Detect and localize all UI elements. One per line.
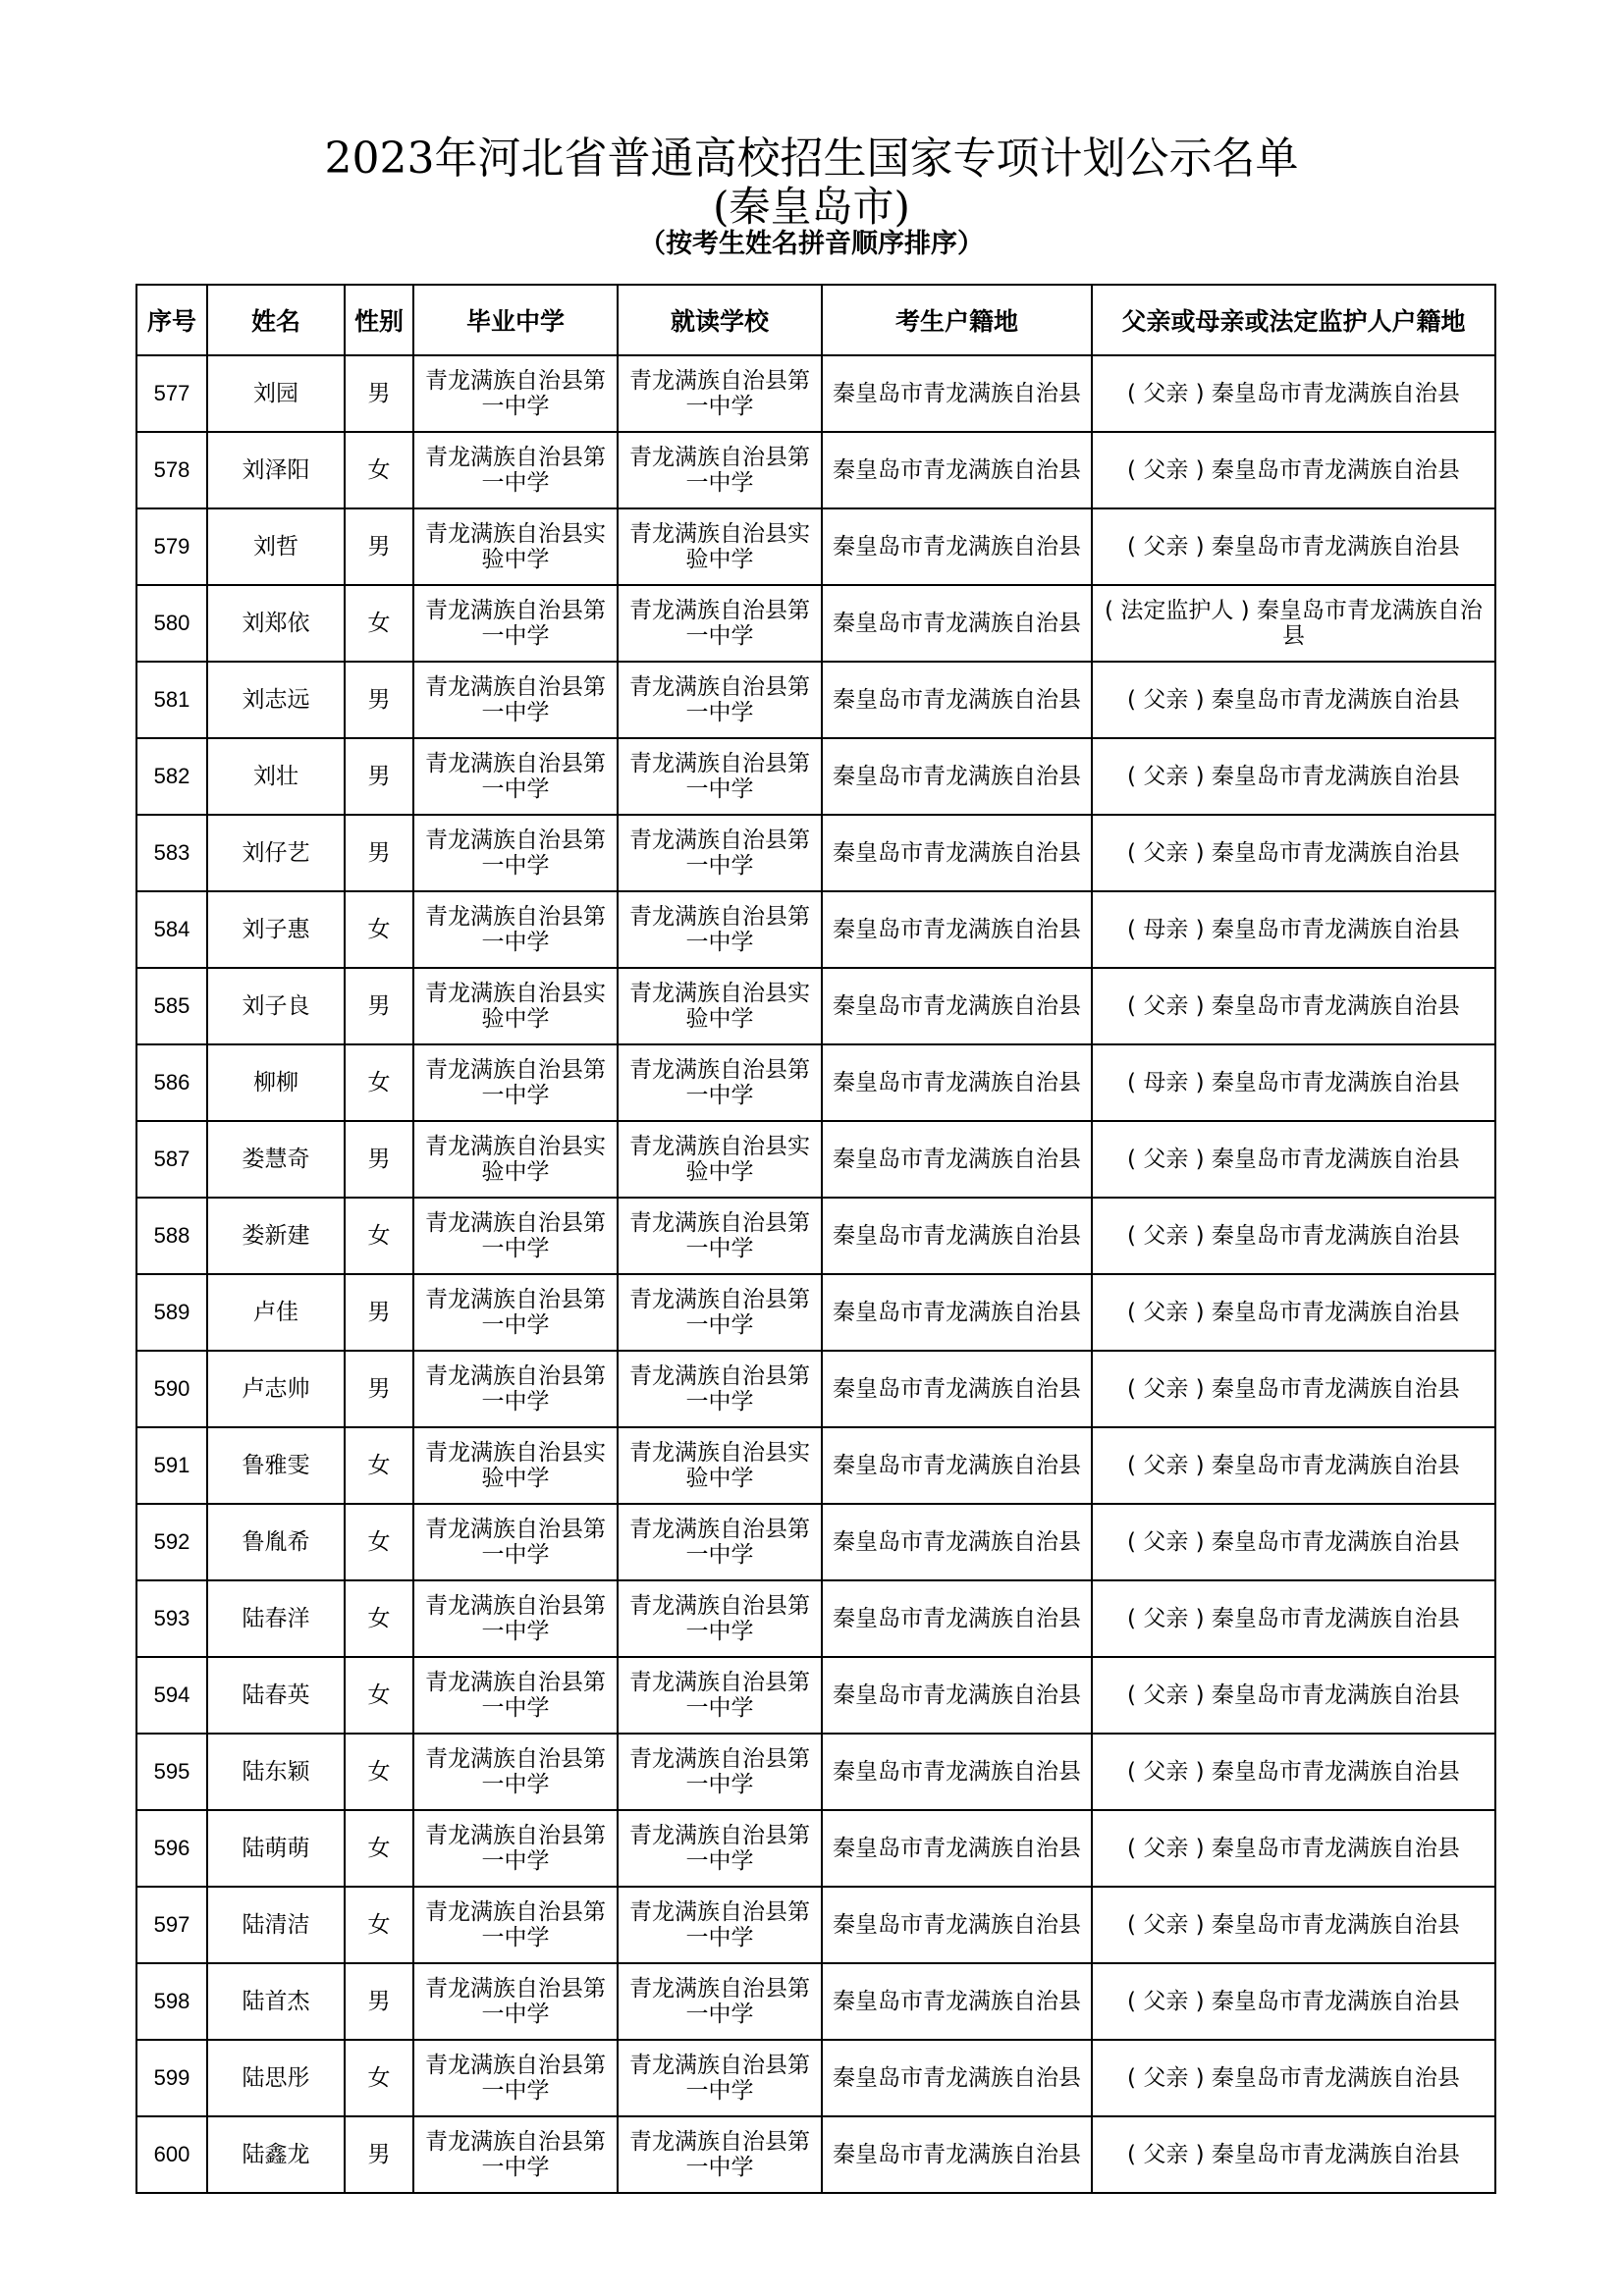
cell-hukou: 秦皇岛市青龙满族自治县	[822, 355, 1092, 432]
cell-no: 577	[136, 355, 207, 432]
cell-current-school: 青龙满族自治县第一中学	[618, 1274, 822, 1351]
cell-grad-school: 青龙满族自治县第一中学	[413, 1887, 618, 1963]
cell-hukou: 秦皇岛市青龙满族自治县	[822, 1810, 1092, 1887]
cell-gender: 女	[345, 432, 413, 508]
cell-guardian-hukou: ( 父亲 ) 秦皇岛市青龙满族自治县	[1092, 2040, 1495, 2116]
cell-no: 600	[136, 2116, 207, 2193]
table-row	[136, 662, 1495, 738]
cell-grad-school: 青龙满族自治县第一中学	[413, 1963, 618, 2040]
cell-current-school: 青龙满族自治县第一中学	[618, 585, 822, 662]
cell-current-school: 青龙满族自治县第一中学	[618, 1887, 822, 1963]
header-name: 姓名	[207, 285, 345, 355]
table-row	[136, 1351, 1495, 1427]
cell-hukou: 秦皇岛市青龙满族自治县	[822, 1274, 1092, 1351]
cell-hukou: 秦皇岛市青龙满族自治县	[822, 508, 1092, 585]
cell-current-school: 青龙满族自治县实验中学	[618, 508, 822, 585]
student-list-table	[135, 284, 1496, 2194]
cell-grad-school: 青龙满族自治县第一中学	[413, 1810, 618, 1887]
cell-current-school: 青龙满族自治县实验中学	[618, 968, 822, 1044]
cell-guardian-hukou: ( 父亲 ) 秦皇岛市青龙满族自治县	[1092, 1963, 1495, 2040]
cell-grad-school: 青龙满族自治县实验中学	[413, 508, 618, 585]
cell-gender: 男	[345, 1274, 413, 1351]
cell-guardian-hukou: ( 父亲 ) 秦皇岛市青龙满族自治县	[1092, 1427, 1495, 1504]
cell-name: 鲁雅雯	[207, 1427, 345, 1504]
header-current-school: 就读学校	[618, 285, 822, 355]
cell-grad-school: 青龙满族自治县第一中学	[413, 1504, 618, 1580]
cell-gender: 女	[345, 1044, 413, 1121]
cell-grad-school: 青龙满族自治县第一中学	[413, 1198, 618, 1274]
cell-hukou: 秦皇岛市青龙满族自治县	[822, 432, 1092, 508]
table-header-row	[136, 285, 1495, 355]
cell-gender: 女	[345, 2040, 413, 2116]
cell-current-school: 青龙满族自治县实验中学	[618, 1427, 822, 1504]
cell-gender: 男	[345, 1351, 413, 1427]
cell-grad-school: 青龙满族自治县第一中学	[413, 1044, 618, 1121]
cell-grad-school: 青龙满族自治县第一中学	[413, 1274, 618, 1351]
cell-current-school: 青龙满族自治县第一中学	[618, 1657, 822, 1734]
cell-hukou: 秦皇岛市青龙满族自治县	[822, 1963, 1092, 2040]
cell-hukou: 秦皇岛市青龙满族自治县	[822, 1504, 1092, 1580]
cell-no: 595	[136, 1734, 207, 1810]
cell-gender: 女	[345, 1810, 413, 1887]
cell-hukou: 秦皇岛市青龙满族自治县	[822, 1121, 1092, 1198]
cell-guardian-hukou: ( 父亲 ) 秦皇岛市青龙满族自治县	[1092, 432, 1495, 508]
cell-guardian-hukou: ( 父亲 ) 秦皇岛市青龙满族自治县	[1092, 815, 1495, 891]
cell-guardian-hukou: ( 父亲 ) 秦皇岛市青龙满族自治县	[1092, 1810, 1495, 1887]
cell-name: 刘子惠	[207, 891, 345, 968]
cell-guardian-hukou: ( 父亲 ) 秦皇岛市青龙满族自治县	[1092, 1351, 1495, 1427]
cell-name: 陆首杰	[207, 1963, 345, 2040]
cell-current-school: 青龙满族自治县第一中学	[618, 1504, 822, 1580]
cell-current-school: 青龙满族自治县实验中学	[618, 1121, 822, 1198]
table-row	[136, 1810, 1495, 1887]
cell-grad-school: 青龙满族自治县第一中学	[413, 2040, 618, 2116]
cell-guardian-hukou: ( 母亲 ) 秦皇岛市青龙满族自治县	[1092, 1044, 1495, 1121]
cell-no: 599	[136, 2040, 207, 2116]
cell-no: 586	[136, 1044, 207, 1121]
cell-no: 582	[136, 738, 207, 815]
cell-no: 598	[136, 1963, 207, 2040]
cell-guardian-hukou: ( 父亲 ) 秦皇岛市青龙满族自治县	[1092, 968, 1495, 1044]
cell-gender: 男	[345, 815, 413, 891]
cell-name: 刘子良	[207, 968, 345, 1044]
cell-name: 刘志远	[207, 662, 345, 738]
cell-no: 581	[136, 662, 207, 738]
cell-guardian-hukou: ( 父亲 ) 秦皇岛市青龙满族自治县	[1092, 1580, 1495, 1657]
cell-name: 陆春英	[207, 1657, 345, 1734]
cell-no: 596	[136, 1810, 207, 1887]
cell-name: 刘园	[207, 355, 345, 432]
cell-no: 592	[136, 1504, 207, 1580]
cell-no: 587	[136, 1121, 207, 1198]
sort-note: （按考生姓名拼音顺序排序）	[639, 229, 984, 259]
cell-name: 刘郑依	[207, 585, 345, 662]
table-row	[136, 1198, 1495, 1274]
cell-grad-school: 青龙满族自治县第一中学	[413, 738, 618, 815]
cell-name: 卢志帅	[207, 1351, 345, 1427]
cell-guardian-hukou: ( 父亲 ) 秦皇岛市青龙满族自治县	[1092, 1657, 1495, 1734]
cell-hukou: 秦皇岛市青龙满族自治县	[822, 1887, 1092, 1963]
cell-hukou: 秦皇岛市青龙满族自治县	[822, 1351, 1092, 1427]
cell-hukou: 秦皇岛市青龙满族自治县	[822, 1734, 1092, 1810]
cell-gender: 男	[345, 1963, 413, 2040]
header-grad-school: 毕业中学	[413, 285, 618, 355]
cell-current-school: 青龙满族自治县第一中学	[618, 1580, 822, 1657]
cell-gender: 女	[345, 1504, 413, 1580]
header-gender: 性别	[345, 285, 413, 355]
cell-hukou: 秦皇岛市青龙满族自治县	[822, 2116, 1092, 2193]
cell-current-school: 青龙满族自治县第一中学	[618, 815, 822, 891]
table-row	[136, 1044, 1495, 1121]
cell-no: 590	[136, 1351, 207, 1427]
cell-hukou: 秦皇岛市青龙满族自治县	[822, 662, 1092, 738]
cell-guardian-hukou: ( 父亲 ) 秦皇岛市青龙满族自治县	[1092, 1274, 1495, 1351]
header-hukou: 考生户籍地	[822, 285, 1092, 355]
cell-current-school: 青龙满族自治县第一中学	[618, 2116, 822, 2193]
cell-guardian-hukou: ( 法定监护人 ) 秦皇岛市青龙满族自治县	[1092, 585, 1495, 662]
cell-current-school: 青龙满族自治县第一中学	[618, 891, 822, 968]
table-row	[136, 815, 1495, 891]
table-row	[136, 1504, 1495, 1580]
cell-gender: 男	[345, 968, 413, 1044]
cell-current-school: 青龙满族自治县第一中学	[618, 2040, 822, 2116]
cell-no: 585	[136, 968, 207, 1044]
cell-grad-school: 青龙满族自治县第一中学	[413, 1734, 618, 1810]
cell-grad-school: 青龙满族自治县第一中学	[413, 1351, 618, 1427]
table-row	[136, 432, 1495, 508]
cell-guardian-hukou: ( 父亲 ) 秦皇岛市青龙满族自治县	[1092, 1121, 1495, 1198]
cell-grad-school: 青龙满族自治县第一中学	[413, 662, 618, 738]
cell-gender: 女	[345, 1657, 413, 1734]
cell-name: 刘仔艺	[207, 815, 345, 891]
cell-hukou: 秦皇岛市青龙满族自治县	[822, 1044, 1092, 1121]
table-row	[136, 738, 1495, 815]
cell-guardian-hukou: ( 父亲 ) 秦皇岛市青龙满族自治县	[1092, 2116, 1495, 2193]
cell-no: 580	[136, 585, 207, 662]
cell-name: 卢佳	[207, 1274, 345, 1351]
cell-name: 娄新建	[207, 1198, 345, 1274]
cell-grad-school: 青龙满族自治县第一中学	[413, 2116, 618, 2193]
cell-grad-school: 青龙满族自治县实验中学	[413, 968, 618, 1044]
cell-current-school: 青龙满族自治县第一中学	[618, 662, 822, 738]
cell-hukou: 秦皇岛市青龙满族自治县	[822, 968, 1092, 1044]
cell-gender: 女	[345, 1734, 413, 1810]
cell-current-school: 青龙满族自治县第一中学	[618, 1198, 822, 1274]
cell-current-school: 青龙满族自治县第一中学	[618, 432, 822, 508]
cell-no: 583	[136, 815, 207, 891]
cell-name: 陆思彤	[207, 2040, 345, 2116]
table-row	[136, 968, 1495, 1044]
table-row	[136, 508, 1495, 585]
cell-gender: 男	[345, 662, 413, 738]
cell-name: 柳柳	[207, 1044, 345, 1121]
cell-name: 鲁胤希	[207, 1504, 345, 1580]
cell-name: 陆春洋	[207, 1580, 345, 1657]
cell-gender: 男	[345, 508, 413, 585]
cell-gender: 男	[345, 1121, 413, 1198]
cell-name: 娄慧奇	[207, 1121, 345, 1198]
document-subtitle: (秦皇岛市)	[713, 183, 910, 231]
cell-current-school: 青龙满族自治县第一中学	[618, 1963, 822, 2040]
cell-hukou: 秦皇岛市青龙满族自治县	[822, 1198, 1092, 1274]
cell-hukou: 秦皇岛市青龙满族自治县	[822, 1580, 1092, 1657]
cell-guardian-hukou: ( 父亲 ) 秦皇岛市青龙满族自治县	[1092, 738, 1495, 815]
cell-no: 588	[136, 1198, 207, 1274]
cell-name: 陆鑫龙	[207, 2116, 345, 2193]
table-body	[136, 355, 1495, 2193]
cell-gender: 女	[345, 1427, 413, 1504]
cell-hukou: 秦皇岛市青龙满族自治县	[822, 738, 1092, 815]
cell-name: 陆萌萌	[207, 1810, 345, 1887]
table-row	[136, 1274, 1495, 1351]
table-row	[136, 1734, 1495, 1810]
cell-gender: 男	[345, 738, 413, 815]
table-row	[136, 585, 1495, 662]
cell-current-school: 青龙满族自治县第一中学	[618, 738, 822, 815]
cell-hukou: 秦皇岛市青龙满族自治县	[822, 815, 1092, 891]
table-row	[136, 1427, 1495, 1504]
cell-grad-school: 青龙满族自治县第一中学	[413, 585, 618, 662]
cell-gender: 女	[345, 891, 413, 968]
cell-no: 594	[136, 1657, 207, 1734]
cell-no: 584	[136, 891, 207, 968]
table-row	[136, 2040, 1495, 2116]
cell-name: 刘泽阳	[207, 432, 345, 508]
cell-name: 陆东颖	[207, 1734, 345, 1810]
cell-gender: 女	[345, 585, 413, 662]
cell-gender: 女	[345, 1887, 413, 1963]
cell-hukou: 秦皇岛市青龙满族自治县	[822, 1657, 1092, 1734]
cell-hukou: 秦皇岛市青龙满族自治县	[822, 2040, 1092, 2116]
cell-hukou: 秦皇岛市青龙满族自治县	[822, 585, 1092, 662]
cell-current-school: 青龙满族自治县第一中学	[618, 1351, 822, 1427]
table-row	[136, 1121, 1495, 1198]
cell-current-school: 青龙满族自治县第一中学	[618, 355, 822, 432]
cell-guardian-hukou: ( 父亲 ) 秦皇岛市青龙满族自治县	[1092, 1887, 1495, 1963]
cell-no: 579	[136, 508, 207, 585]
cell-name: 刘哲	[207, 508, 345, 585]
cell-current-school: 青龙满族自治县第一中学	[618, 1734, 822, 1810]
cell-no: 593	[136, 1580, 207, 1657]
cell-name: 刘壮	[207, 738, 345, 815]
cell-name: 陆清洁	[207, 1887, 345, 1963]
cell-guardian-hukou: ( 父亲 ) 秦皇岛市青龙满族自治县	[1092, 1198, 1495, 1274]
cell-guardian-hukou: ( 父亲 ) 秦皇岛市青龙满族自治县	[1092, 1734, 1495, 1810]
cell-grad-school: 青龙满族自治县实验中学	[413, 1427, 618, 1504]
cell-no: 578	[136, 432, 207, 508]
cell-guardian-hukou: ( 父亲 ) 秦皇岛市青龙满族自治县	[1092, 508, 1495, 585]
table-row	[136, 1963, 1495, 2040]
cell-no: 589	[136, 1274, 207, 1351]
cell-grad-school: 青龙满族自治县实验中学	[413, 1121, 618, 1198]
cell-grad-school: 青龙满族自治县第一中学	[413, 432, 618, 508]
cell-no: 591	[136, 1427, 207, 1504]
cell-gender: 女	[345, 1198, 413, 1274]
cell-grad-school: 青龙满族自治县第一中学	[413, 355, 618, 432]
cell-grad-school: 青龙满族自治县第一中学	[413, 891, 618, 968]
cell-guardian-hukou: ( 父亲 ) 秦皇岛市青龙满族自治县	[1092, 355, 1495, 432]
table-row	[136, 355, 1495, 432]
header-guardian-hukou: 父亲或母亲或法定监护人户籍地	[1092, 285, 1495, 355]
cell-current-school: 青龙满族自治县第一中学	[618, 1044, 822, 1121]
table-row	[136, 1580, 1495, 1657]
table-row	[136, 2116, 1495, 2193]
cell-current-school: 青龙满族自治县第一中学	[618, 1810, 822, 1887]
cell-grad-school: 青龙满族自治县第一中学	[413, 1580, 618, 1657]
cell-hukou: 秦皇岛市青龙满族自治县	[822, 1427, 1092, 1504]
document-title: 2023年河北省普通高校招生国家专项计划公示名单	[324, 133, 1299, 184]
cell-guardian-hukou: ( 父亲 ) 秦皇岛市青龙满族自治县	[1092, 662, 1495, 738]
cell-grad-school: 青龙满族自治县第一中学	[413, 1657, 618, 1734]
table-row	[136, 891, 1495, 968]
cell-no: 597	[136, 1887, 207, 1963]
cell-guardian-hukou: ( 父亲 ) 秦皇岛市青龙满族自治县	[1092, 1504, 1495, 1580]
cell-gender: 男	[345, 2116, 413, 2193]
cell-gender: 男	[345, 355, 413, 432]
header-no: 序号	[136, 285, 207, 355]
table-row	[136, 1887, 1495, 1963]
cell-guardian-hukou: ( 母亲 ) 秦皇岛市青龙满族自治县	[1092, 891, 1495, 968]
cell-hukou: 秦皇岛市青龙满族自治县	[822, 891, 1092, 968]
cell-gender: 女	[345, 1580, 413, 1657]
cell-grad-school: 青龙满族自治县第一中学	[413, 815, 618, 891]
table-row	[136, 1657, 1495, 1734]
